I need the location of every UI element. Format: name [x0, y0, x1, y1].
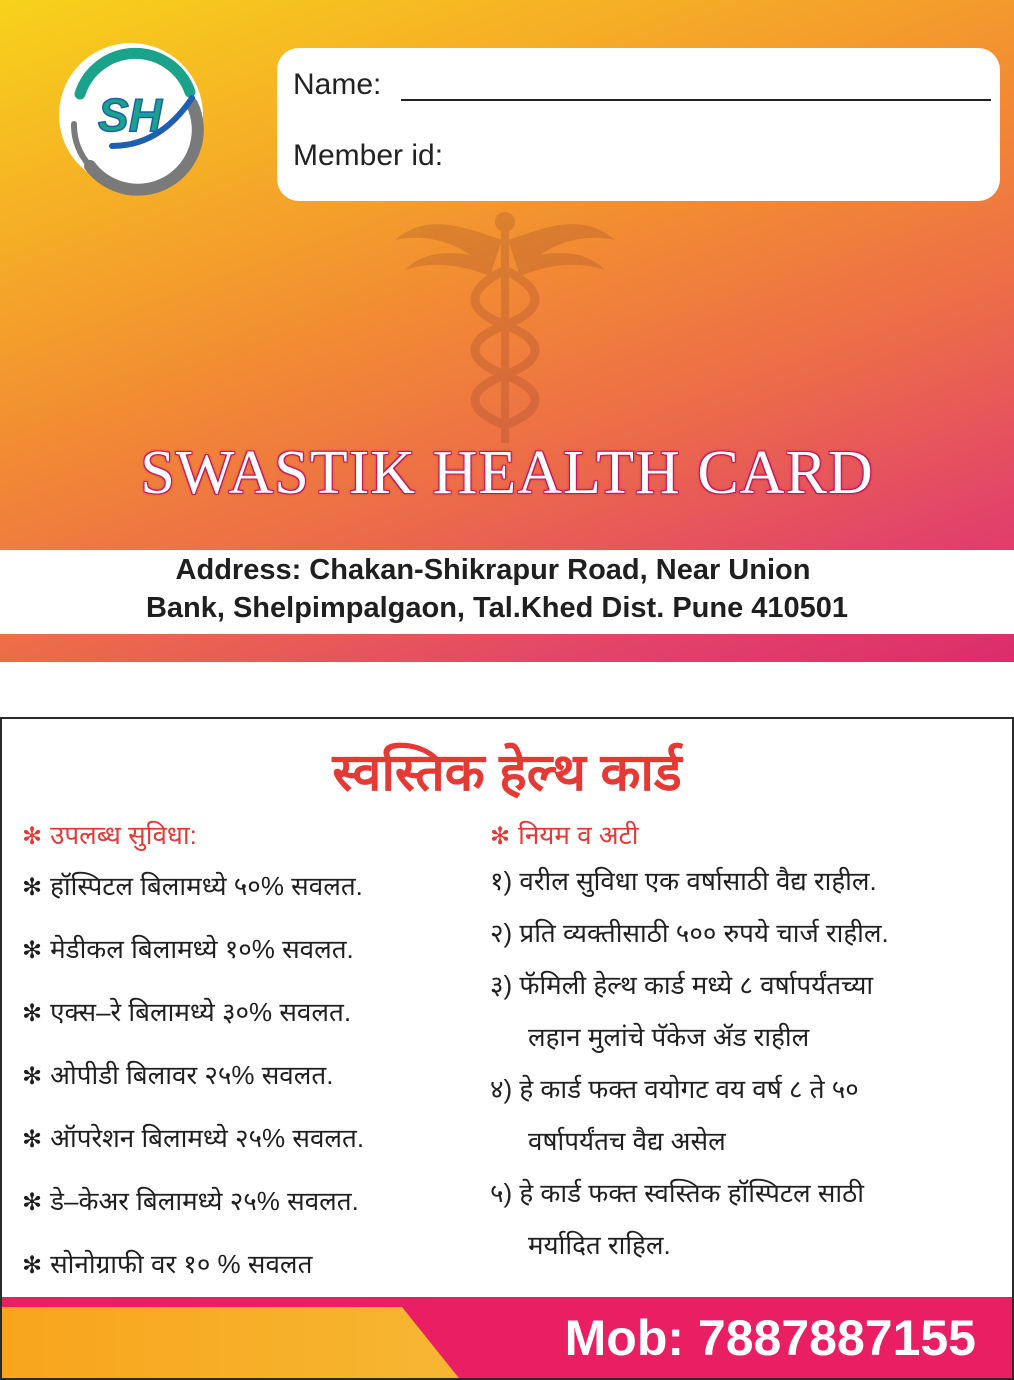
sh-logo-icon	[50, 34, 212, 196]
rules-heading-text: नियम व अटी	[518, 820, 639, 850]
facilities-column	[22, 815, 482, 1296]
rule-item	[490, 1167, 1010, 1271]
asterisk-icon: ✻	[22, 1126, 43, 1153]
facility-item	[22, 1107, 482, 1170]
card-title: SWASTIK HEALTH CARD	[140, 439, 874, 507]
asterisk-icon: ✻	[22, 937, 43, 964]
rules-list	[490, 855, 1010, 1271]
member-id-label: Member id:	[293, 139, 444, 172]
asterisk-icon: ✻	[22, 1063, 43, 1090]
facility-text: एक्स–रे बिलामध्ये ३०% सवलत.	[50, 997, 352, 1027]
facility-text: हॉस्पिटल बिलामध्ये ५०% सवलत.	[50, 871, 363, 901]
facility-item	[22, 1044, 482, 1107]
member-details-box	[277, 48, 1000, 201]
rule-text: ४) हे कार्ड फक्त वयोगट वय वर्ष ८ ते ५०	[490, 1074, 859, 1104]
rules-heading	[490, 815, 1010, 855]
asterisk-icon: ✻	[22, 1000, 43, 1027]
rule-continuation: मर्यादित राहिल.	[528, 1230, 671, 1260]
asterisk-icon: ✻	[22, 874, 43, 901]
rule-text: ३) फॅमिली हेल्थ कार्ड मध्ये ८ वर्षापर्यंतच्या	[490, 970, 874, 1000]
asterisk-icon: ✻	[490, 823, 511, 850]
mobile-number: Mob: 7887887155	[564, 1310, 976, 1366]
health-card-back	[0, 717, 1014, 1380]
caduceus-icon	[390, 200, 620, 450]
asterisk-icon: ✻	[22, 823, 43, 850]
rule-text: २) प्रति व्यक्तीसाठी ५०० रुपये चार्ज राहील.	[490, 918, 889, 948]
facilities-heading-text: उपलब्ध सुविधा:	[50, 820, 197, 850]
rule-text: १) वरील सुविधा एक वर्षासाठी वैद्य राहील.	[490, 866, 877, 896]
rule-item	[490, 959, 1010, 1063]
logo-text: SH	[98, 89, 162, 141]
facility-text: ओपीडी बिलावर २५% सवलत.	[50, 1060, 334, 1090]
asterisk-icon: ✻	[22, 1189, 43, 1216]
back-title: स्वस्तिक हेल्थ कार्ड	[332, 744, 682, 802]
facility-item	[22, 1170, 482, 1233]
rule-continuation: लहान मुलांचे पॅकेज ॲड राहील	[528, 1022, 810, 1052]
rule-text: ५) हे कार्ड फक्त स्वस्तिक हॉस्पिटल साठी	[490, 1178, 864, 1208]
rule-item	[490, 855, 1010, 907]
rule-continuation: वर्षापर्यंतच वैद्य असेल	[528, 1126, 726, 1156]
facility-text: ऑपरेशन बिलामध्ये २५% सवलत.	[50, 1123, 365, 1153]
address-band	[0, 550, 1014, 634]
facility-item	[22, 1233, 482, 1296]
rules-column	[490, 815, 1010, 1271]
address-line-1: Address: Chakan-Shikrapur Road, Near Union	[175, 554, 811, 586]
rule-item	[490, 907, 1010, 959]
facility-text: डे–केअर बिलामध्ये २५% सवलत.	[50, 1186, 359, 1216]
facility-text: सोनोग्राफी वर १० % सवलत	[50, 1249, 313, 1279]
facility-text: मेडीकल बिलामध्ये १०% सवलत.	[50, 934, 354, 964]
asterisk-icon: ✻	[22, 1252, 43, 1279]
facility-item	[22, 855, 482, 918]
name-label: Name:	[293, 68, 382, 101]
facilities-heading	[22, 815, 482, 855]
name-input-line	[401, 99, 991, 101]
address-line-2: Bank, Shelpimpalgaon, Tal.Khed Dist. Pune 410501	[145, 592, 849, 624]
facility-item	[22, 981, 482, 1044]
facility-item	[22, 918, 482, 981]
footer-orange-stripe	[2, 1307, 472, 1380]
rule-item	[490, 1063, 1010, 1167]
health-card-front	[0, 0, 1014, 662]
